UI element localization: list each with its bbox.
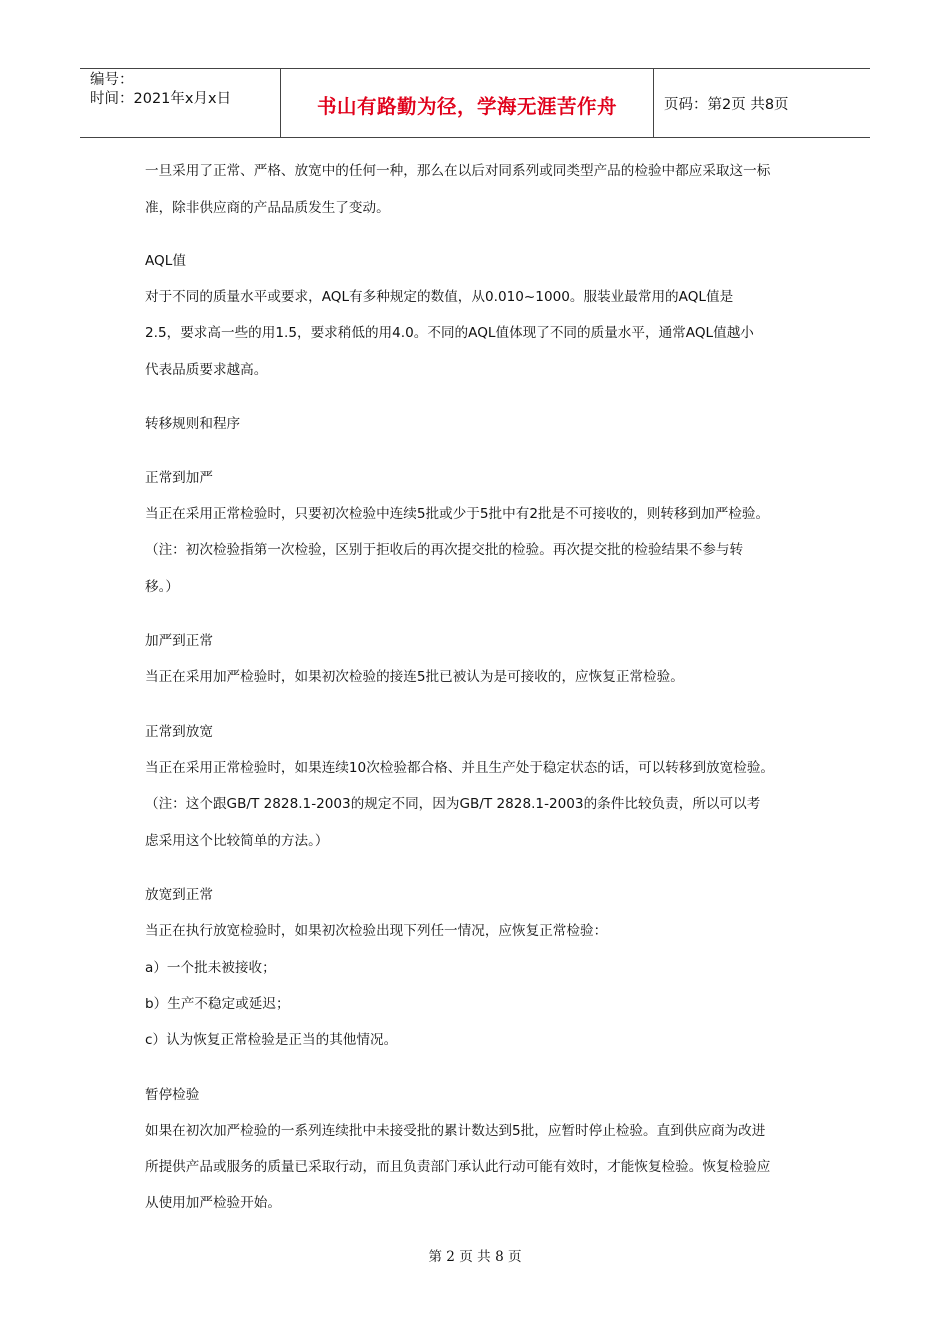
subheading-reduced-to-normal: 放宽到正常 [145, 887, 213, 903]
paragraph-line: 如果在初次加严检验的一系列连续批中未接受批的累计数达到5批，应暂时停止检验。直到供应商为改进 [145, 1123, 766, 1139]
paragraph-line: 从使用加严检验开始。 [145, 1195, 281, 1211]
list-item: a）一个批未被接收； [145, 960, 276, 976]
header-page-info: 页码：第2页 共8页 [664, 96, 789, 113]
paragraph-line: 一旦采用了正常、严格、放宽中的任何一种，那么在以后对同系列或同类型产品的检验中都应采取这一标 [145, 163, 771, 179]
paragraph-line: 对于不同的质量水平或要求，AQL有多种规定的数值，从0.010~1000。服装业最常用的AQL值是 [145, 289, 734, 305]
document-header [80, 68, 870, 138]
header-page-cell [654, 69, 870, 137]
header-motto: 书山有路勤为径，学海无涯苦作舟 [316, 95, 617, 118]
note-line: 虑采用这个比较简单的方法。） [145, 833, 329, 849]
paragraph-line: 当正在采用正常检验时，如果连续10次检验都合格、并且生产处于稳定状态的话，可以转移到放宽检验。 [145, 760, 775, 776]
paragraph-line: 2.5，要求高一些的用1.5，要求稍低的用4.0。不同的AQL值体现了不同的质量水平，通常AQL值越小 [145, 325, 754, 341]
paragraph-line: 当正在采用正常检验时，只要初次检验中连续5批或少于5批中有2批是不可接收的，则转移到加严检验。 [145, 506, 770, 522]
list-item: b）生产不稳定或延迟； [145, 996, 290, 1012]
paragraph-line: 所提供产品或服务的质量已采取行动，而且负责部门承认此行动可能有效时，才能恢复检验。恢复检验应 [145, 1159, 771, 1175]
page-footer: 第 2 页 共 8 页 [428, 1249, 522, 1265]
note-line: （注：这个跟GB/T 2828.1-2003的规定不同，因为GB/T 2828.1-2003的条件比较负责，所以可以考 [145, 796, 761, 812]
subheading-tightened-to-normal: 加严到正常 [145, 633, 213, 649]
subheading-suspend-inspection: 暂停检验 [145, 1087, 200, 1103]
header-motto-cell [281, 69, 654, 137]
subheading-normal-to-tightened: 正常到加严 [145, 470, 213, 486]
paragraph-line: 代表品质要求越高。 [145, 362, 268, 378]
document-number-label: 编号： [90, 72, 134, 88]
list-item: c）认为恢复正常检验是正当的其他情况。 [145, 1032, 398, 1048]
note-line: （注：初次检验指第一次检验，区别于拒收后的再次提交批的检验。再次提交批的检验结果不参与转 [145, 542, 744, 558]
section-heading-aql: AQL值 [145, 253, 186, 269]
document-time-label: 时间：2021年x月x日 [90, 91, 232, 107]
paragraph-line: 当正在采用加严检验时，如果初次检验的接连5批已被认为是可接收的，应恢复正常检验。 [145, 669, 684, 685]
note-line: 移。） [145, 579, 179, 595]
header-meta-cell [80, 69, 281, 137]
subheading-normal-to-reduced: 正常到放宽 [145, 724, 213, 740]
section-heading-transfer-rules: 转移规则和程序 [145, 416, 241, 432]
paragraph-line: 当正在执行放宽检验时，如果初次检验出现下列任一情况，应恢复正常检验： [145, 923, 608, 939]
paragraph-line: 准，除非供应商的产品品质发生了变动。 [145, 200, 390, 216]
